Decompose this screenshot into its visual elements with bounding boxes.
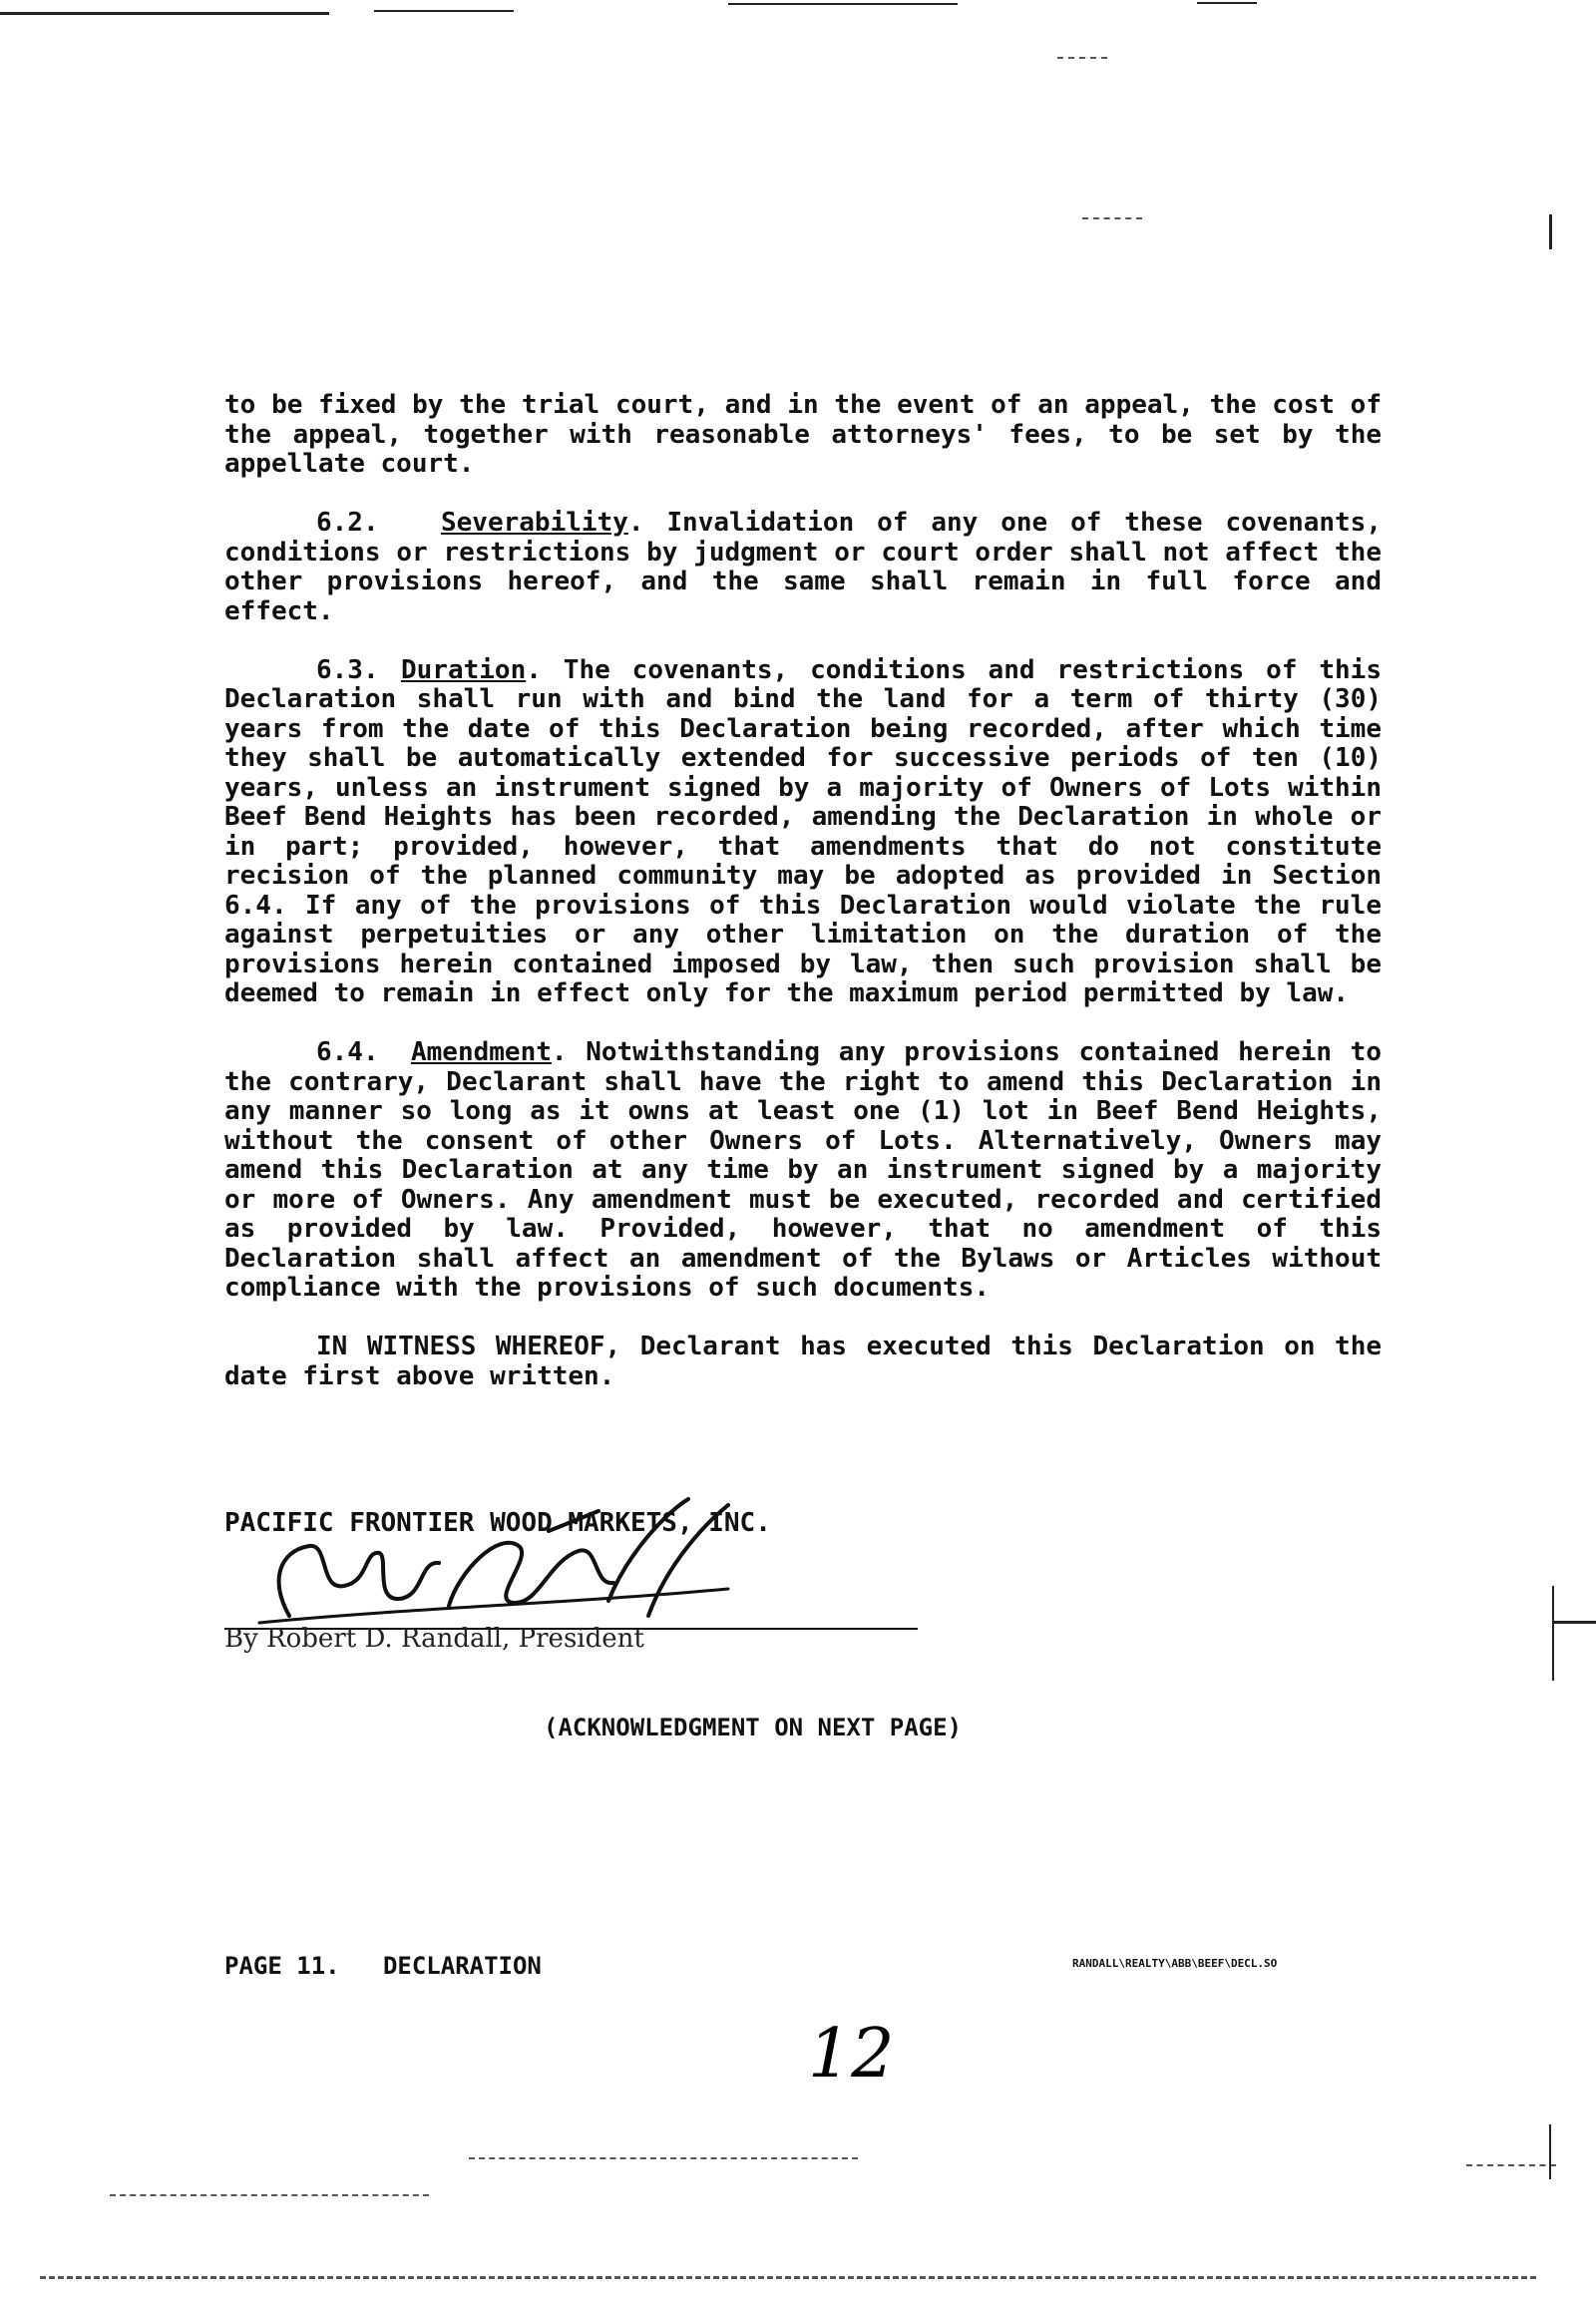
section-text: . Invalidation of any one of these covenants, conditions or restrictions by judgment or court order shall not affect the other provisions hereof, and the same shall remain in full force and effect. [224,508,1382,626]
scan-artifact-top [728,3,958,5]
section-text: . The covenants, conditions and restrictions of this Declaration shall run with and bind the land for a term of thirty (30) years from the date of this Declaration being recorded, after which time they shall be automatically extended for successive periods of ten (10) years, unless an instrument signed by a majority of Owners of Lots within Beef Bend Heights has been recorded, amending the Declaration in whole or in part; provided, however, that amendments that do not constitute recision of the planned community may be adopted as provided in Section 6.4. If any of the provisions of this Declaration would violate the rule against perpetuities or any other limitation on the duration of the provisions herein contained imposed by law, then such provision shall be deemed to remain in effect only for the maximum period permitted by law. [224,654,1382,1008]
scan-artifact-bottom [40,2276,1536,2279]
paragraph-fees-continued [224,391,1382,480]
margin-mark [1549,2124,1551,2179]
scan-artifact-bottom [469,2157,858,2159]
paragraph-witness [224,1333,1382,1391]
section-number: 6.2. [316,508,379,538]
section-amendment [224,1038,1382,1304]
section-text: . Notwithstanding any provisions contained herein to the contrary, Declarant shall have the right to amend this Declaration in any manner so long as it owns at least one (1) lot in Beef Bend Heights, without the consent of other Owners of Lots. Alternatively, Owners may amend this Declaration at any time by an instrument signed by a majority or more of Owners. Any amendment must be executed, recorded and certified as provided by law. Provided, however, that no amendment of this Declaration shall affect an amendment of the Bylaws or Articles without compliance with the provisions of such documents. [224,1037,1382,1303]
section-number: 6.3. [316,654,379,685]
section-duration [224,656,1382,1009]
scan-artifact-bottom [110,2194,429,2196]
signature-caption: By Robert D. Randall, President [224,1624,644,1654]
scan-artifact-top [1057,57,1107,59]
handwritten-page-number: 12 [808,2015,895,2094]
scan-artifact-top [374,10,514,12]
company-name: PACIFIC FRONTIER WOOD MARKETS, INC. [224,1508,771,1538]
declaration-body [224,391,1382,1391]
margin-mark [1552,1621,1596,1624]
margin-mark [1552,1586,1554,1681]
scan-artifact-top [1197,2,1257,4]
page-footer-label: PAGE 11. DECLARATION [224,1952,542,1980]
section-heading: Duration [401,654,527,685]
handwritten-signature [249,1491,768,1631]
scan-artifact-top [0,12,329,15]
acknowledgment-note: (ACKNOWLEDGMENT ON NEXT PAGE) [544,1714,963,1741]
paragraph-text: to be fixed by the trial court, and in the event of an appeal, the cost of the appeal, together with reasonable attorneys' fees, to be set by the appellate court. [224,390,1382,479]
section-number: 6.4. [316,1037,379,1067]
section-heading: Amendment [411,1037,552,1067]
section-severability [224,509,1382,626]
paragraph-text: IN WITNESS WHEREOF, Declarant has executed this Declaration on the date first above written. [224,1332,1382,1391]
file-path-footer: RANDALL\REALTY\ABB\BEEF\DECL.SO [1072,1957,1278,1970]
margin-mark [1549,214,1552,249]
scan-artifact-bottom [1466,2164,1556,2166]
scan-artifact-top [1082,217,1142,219]
section-heading: Severability [441,508,628,538]
